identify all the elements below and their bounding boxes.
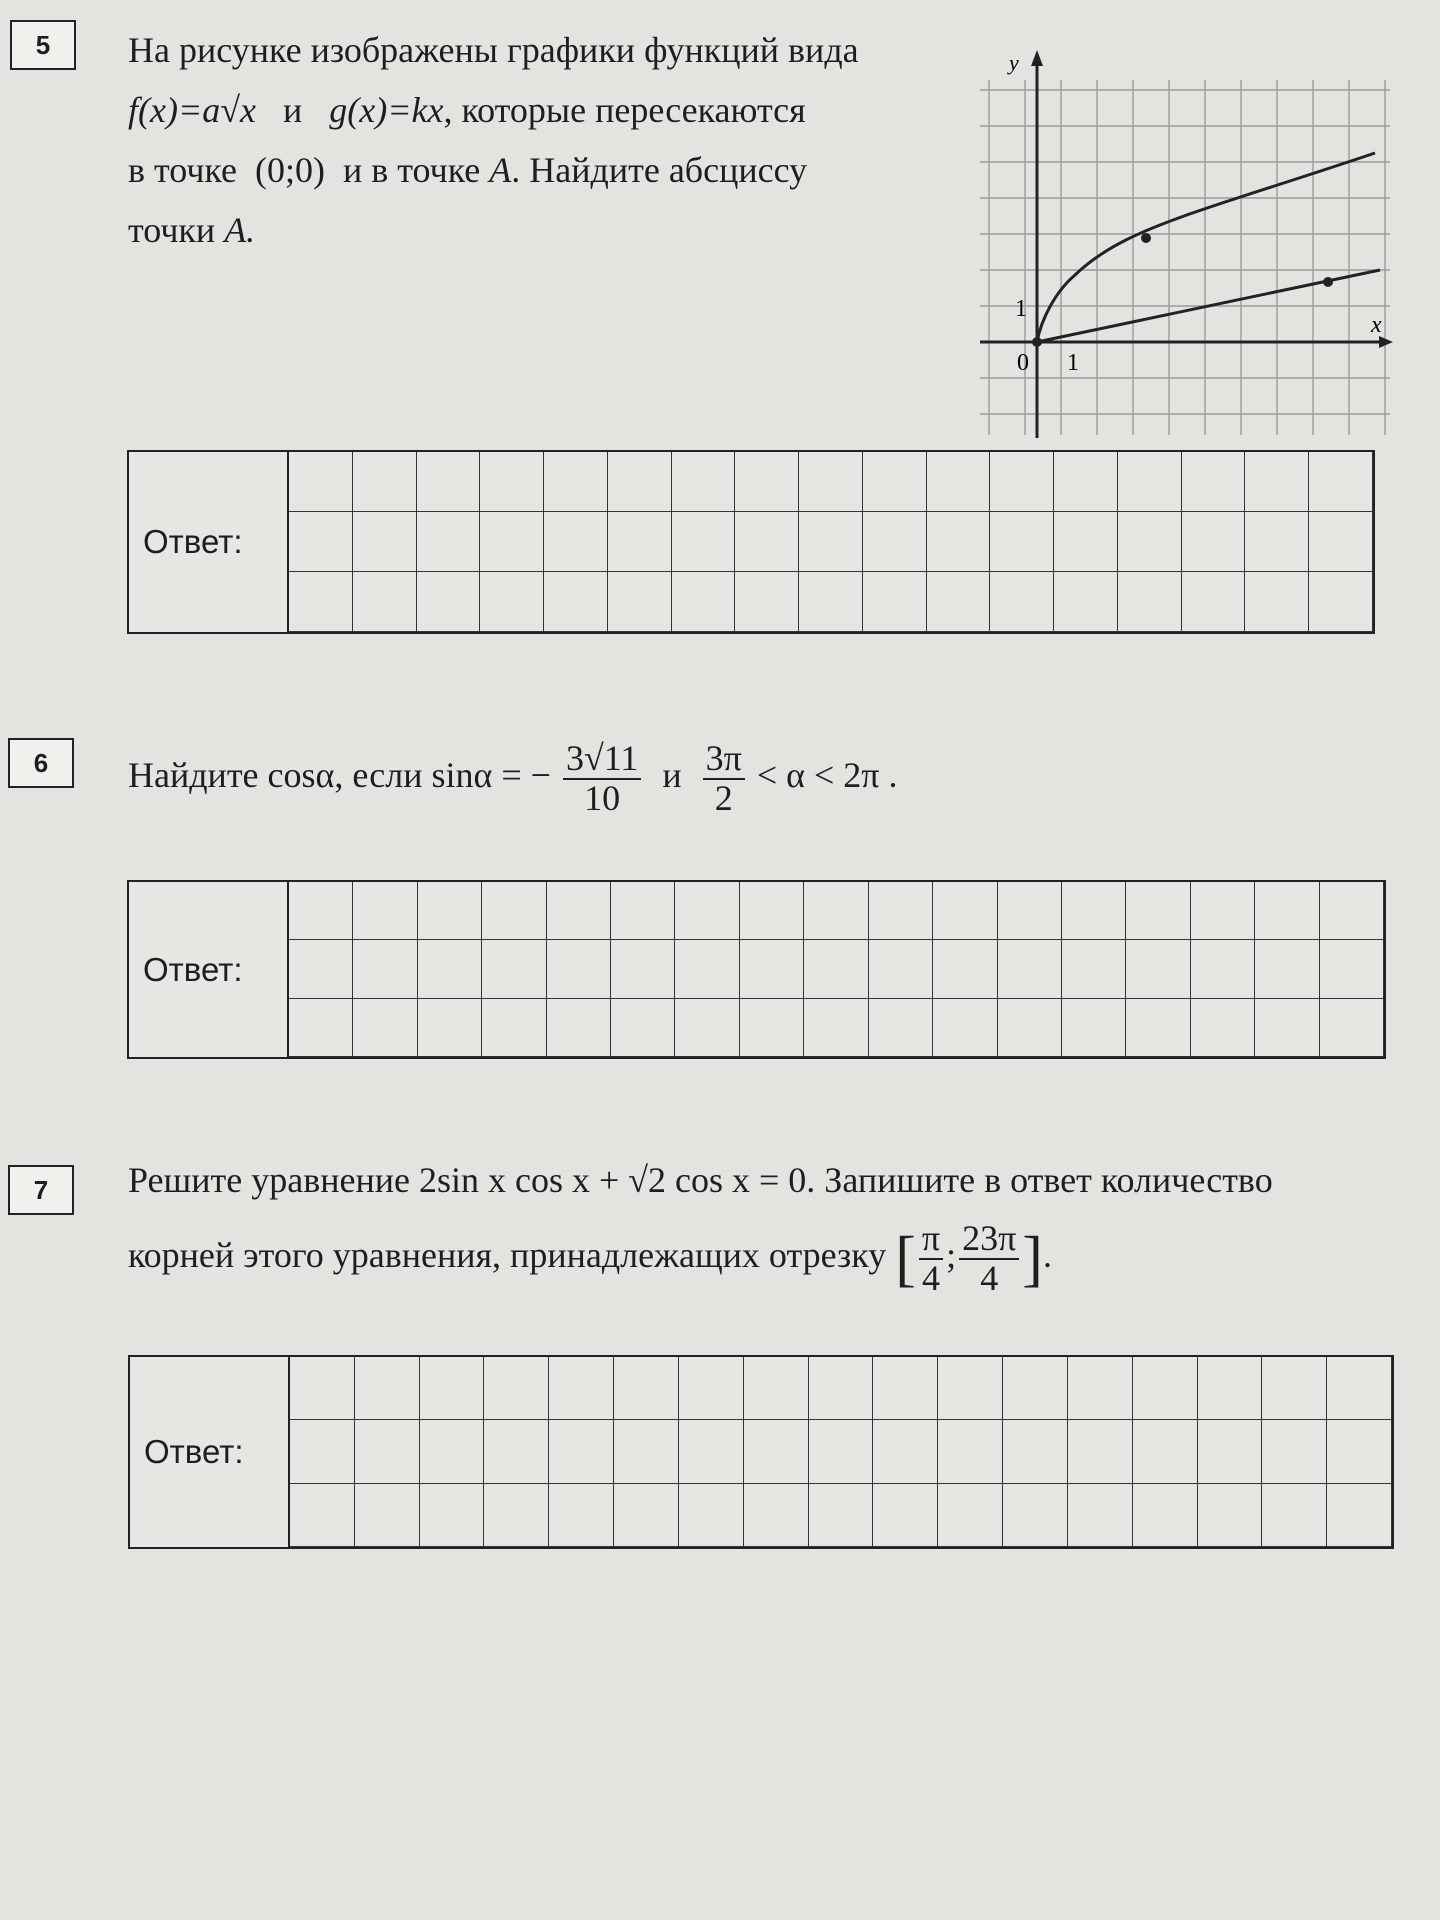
task-5-text (128, 20, 948, 260)
answer-cell[interactable] (1245, 452, 1309, 512)
answer-cell[interactable] (1126, 882, 1190, 940)
axis-y-label: y (1009, 50, 1019, 75)
answer-box-7[interactable] (128, 1355, 1394, 1549)
answer-cell[interactable] (799, 512, 863, 572)
answer-cell[interactable] (863, 512, 927, 572)
answer-cell[interactable] (290, 1357, 355, 1420)
answer-cell[interactable] (1320, 999, 1384, 1057)
answer-cell[interactable] (290, 1484, 355, 1547)
answer-cell[interactable] (1068, 1484, 1133, 1547)
answer-cell[interactable] (938, 1420, 1003, 1483)
task-number-label: 6 (33, 747, 49, 778)
answer-cell[interactable] (417, 452, 481, 512)
answer-cell[interactable] (672, 572, 736, 632)
answer-cell[interactable] (355, 1357, 420, 1420)
answer-label: Ответ: (143, 523, 243, 560)
answer-cell[interactable] (417, 572, 481, 632)
answer-cell[interactable] (1255, 882, 1319, 940)
tick-label-y-1: 1 (1015, 296, 1027, 322)
answer-cell[interactable] (990, 452, 1054, 512)
task-5-line-4 (128, 200, 948, 260)
answer-cell[interactable] (1062, 882, 1126, 940)
answer-cell[interactable] (1320, 882, 1384, 940)
task-5-and-point: и в точке (343, 150, 481, 190)
answer-cell[interactable] (549, 1420, 614, 1483)
answer-cell[interactable] (998, 940, 1062, 998)
answer-cell[interactable] (1262, 1420, 1327, 1483)
task-5-line-1: На рисунке изображены графики функций вида (128, 30, 859, 70)
sin-fraction (563, 737, 641, 818)
answer-cell[interactable] (420, 1484, 485, 1547)
task-6-text (128, 730, 1228, 820)
answer-cell[interactable] (1062, 999, 1126, 1057)
answer-cell[interactable] (675, 882, 739, 940)
answer-cell[interactable] (549, 1357, 614, 1420)
answer-cell[interactable] (1245, 512, 1309, 572)
answer-cell[interactable] (933, 882, 997, 940)
answer-cell[interactable] (611, 999, 675, 1057)
interval-start-denominator: 4 (922, 1257, 940, 1298)
answer-cell[interactable] (480, 572, 544, 632)
answer-cell[interactable] (1126, 999, 1190, 1057)
origin-dot (1032, 337, 1042, 347)
answer-cell[interactable] (1133, 1484, 1198, 1547)
tick-label-x-1: 1 (1067, 350, 1079, 376)
answer-cell[interactable] (804, 882, 868, 940)
answer-cell[interactable] (289, 999, 353, 1057)
answer-cell[interactable] (484, 1484, 549, 1547)
task-7-line-2 (128, 1220, 1388, 1298)
answer-grid[interactable] (288, 1357, 1392, 1547)
answer-cell[interactable] (482, 999, 546, 1057)
answer-cell[interactable] (1309, 572, 1373, 632)
answer-cell[interactable] (672, 512, 736, 572)
answer-cell[interactable] (990, 512, 1054, 572)
answer-cell[interactable] (608, 452, 672, 512)
answer-cell[interactable] (1309, 452, 1373, 512)
answer-cell[interactable] (1068, 1357, 1133, 1420)
answer-cell[interactable] (809, 1357, 874, 1420)
answer-cell[interactable] (1182, 512, 1246, 572)
answer-cell[interactable] (289, 882, 353, 940)
origin-point: (0;0) (255, 150, 325, 190)
answer-cell[interactable] (608, 572, 672, 632)
answer-cell[interactable] (869, 882, 933, 940)
answer-cell[interactable] (740, 882, 804, 940)
answer-cell[interactable] (679, 1357, 744, 1420)
answer-cell[interactable] (863, 452, 927, 512)
task-5-line-2 (128, 80, 948, 140)
answer-box-5[interactable] (127, 450, 1375, 634)
g-definition: g(x)=kx (329, 90, 444, 130)
answer-cell[interactable] (735, 452, 799, 512)
axis-x-label: x (1371, 312, 1382, 338)
answer-cell[interactable] (933, 999, 997, 1057)
answer-cell[interactable] (740, 940, 804, 998)
answer-cell[interactable] (938, 1484, 1003, 1547)
answer-cell[interactable] (353, 572, 417, 632)
task-number-label: 5 (35, 29, 51, 60)
task-5-in-point: в точке (128, 150, 238, 190)
answer-cell[interactable] (549, 1484, 614, 1547)
answer-cell[interactable] (672, 452, 736, 512)
answer-cell[interactable] (484, 1420, 549, 1483)
answer-cell[interactable] (544, 512, 608, 572)
answer-cell[interactable] (353, 940, 417, 998)
answer-cell[interactable] (480, 512, 544, 572)
answer-cell[interactable] (744, 1420, 809, 1483)
function-graph (975, 40, 1395, 440)
answer-cell[interactable] (799, 452, 863, 512)
point-a-name: A (489, 150, 512, 190)
answer-cell[interactable] (482, 882, 546, 940)
task-5-find: . Найдите абсциссу (511, 150, 808, 190)
answer-cell[interactable] (289, 512, 353, 572)
answer-cell[interactable] (355, 1484, 420, 1547)
answer-cell[interactable] (1126, 940, 1190, 998)
bound-fraction-numerator: 3π (703, 740, 745, 780)
answer-cell[interactable] (1182, 572, 1246, 632)
answer-cell[interactable] (998, 999, 1062, 1057)
answer-cell[interactable] (611, 940, 675, 998)
answer-cell[interactable] (353, 452, 417, 512)
answer-label: Ответ: (143, 950, 243, 988)
answer-cell[interactable] (744, 1357, 809, 1420)
answer-label: Ответ: (144, 1433, 244, 1470)
answer-cell[interactable] (355, 1420, 420, 1483)
answer-cell[interactable] (1118, 512, 1182, 572)
answer-cell[interactable] (1255, 940, 1319, 998)
answer-cell[interactable] (614, 1357, 679, 1420)
answer-cell[interactable] (869, 999, 933, 1057)
answer-cell[interactable] (873, 1420, 938, 1483)
answer-cell[interactable] (1327, 1484, 1392, 1547)
answer-cell[interactable] (679, 1484, 744, 1547)
answer-cell[interactable] (482, 940, 546, 998)
answer-cell[interactable] (804, 940, 868, 998)
left-bracket: [ (895, 1224, 916, 1293)
answer-cell[interactable] (1003, 1420, 1068, 1483)
sqrt-curve (1037, 153, 1375, 342)
answer-cell[interactable] (353, 999, 417, 1057)
task-7-line-2-text: корней этого уравнения, принадлежащих отрезку (128, 1235, 887, 1276)
answer-cell[interactable] (1182, 452, 1246, 512)
answer-cell[interactable] (873, 1484, 938, 1547)
answer-cell[interactable] (1198, 1357, 1263, 1420)
y-axis-arrow (1031, 50, 1043, 66)
bound-fraction (703, 737, 745, 818)
answer-cell[interactable] (933, 940, 997, 998)
task-5-line-3 (128, 140, 948, 200)
answer-cell[interactable] (289, 940, 353, 998)
answer-cell[interactable] (1262, 1484, 1327, 1547)
answer-cell[interactable] (1133, 1420, 1198, 1483)
answer-grid[interactable] (287, 882, 1384, 1057)
answer-cell[interactable] (1245, 572, 1309, 632)
answer-grid[interactable] (287, 452, 1373, 632)
answer-cell[interactable] (418, 999, 482, 1057)
answer-cell[interactable] (938, 1357, 1003, 1420)
answer-cell[interactable] (675, 940, 739, 998)
answer-cell[interactable] (1062, 940, 1126, 998)
answer-cell[interactable] (420, 1357, 485, 1420)
answer-cell[interactable] (608, 512, 672, 572)
answer-cell[interactable] (809, 1484, 874, 1547)
answer-cell[interactable] (1255, 999, 1319, 1057)
answer-cell[interactable] (289, 572, 353, 632)
answer-cell[interactable] (804, 999, 868, 1057)
answer-cell[interactable] (547, 940, 611, 998)
answer-cell[interactable] (1054, 572, 1118, 632)
answer-cell[interactable] (614, 1420, 679, 1483)
answer-cell[interactable] (799, 572, 863, 632)
answer-cell[interactable] (544, 452, 608, 512)
interval-end-numerator: 23π (959, 1220, 1019, 1260)
answer-cell[interactable] (1327, 1420, 1392, 1483)
answer-cell[interactable] (418, 940, 482, 998)
answer-cell[interactable] (1118, 452, 1182, 512)
task-number-6 (8, 738, 74, 788)
answer-cell[interactable] (927, 572, 991, 632)
graph-grid (980, 80, 1390, 435)
task-6-suffix: < α < 2π . (756, 755, 898, 795)
answer-cell[interactable] (744, 1484, 809, 1547)
answer-cell[interactable] (1309, 512, 1373, 572)
answer-cell[interactable] (998, 882, 1062, 940)
answer-cell[interactable] (863, 572, 927, 632)
task-number-label: 7 (33, 1174, 49, 1205)
task-5-point-word: точки (128, 210, 216, 250)
right-bracket: ] (1022, 1224, 1043, 1293)
answer-cell[interactable] (611, 882, 675, 940)
point-a-end: A. (224, 210, 256, 250)
answer-cell[interactable] (809, 1420, 874, 1483)
answer-cell[interactable] (675, 999, 739, 1057)
answer-cell[interactable] (1198, 1420, 1263, 1483)
answer-cell[interactable] (869, 940, 933, 998)
answer-cell[interactable] (480, 452, 544, 512)
conjunction: и (662, 755, 682, 795)
answer-cell[interactable] (1003, 1484, 1068, 1547)
task-7-line-1: Решите уравнение 2sin x cos x + √2 cos x = 0. Запишите в ответ количество (128, 1160, 1273, 1200)
interval-separator: ; (946, 1235, 957, 1276)
answer-cell[interactable] (1320, 940, 1384, 998)
task-number-7 (8, 1165, 74, 1215)
interval-end-denominator: 4 (980, 1257, 999, 1298)
answer-box-6[interactable] (127, 880, 1386, 1059)
answer-cell[interactable] (484, 1357, 549, 1420)
task-7-text (128, 1150, 1388, 1298)
answer-cell[interactable] (417, 512, 481, 572)
sin-fraction-denominator: 10 (584, 777, 621, 818)
answer-cell[interactable] (1133, 1357, 1198, 1420)
task-7-end: . (1042, 1235, 1052, 1276)
sin-fraction-numerator: 3√11 (563, 740, 641, 780)
task-number-5 (10, 20, 76, 70)
answer-cell[interactable] (990, 572, 1054, 632)
task-6-prefix: Найдите cosα, если sinα = − (128, 755, 551, 795)
answer-cell[interactable] (544, 572, 608, 632)
answer-cell[interactable] (1198, 1484, 1263, 1547)
conjunction: и (283, 90, 303, 130)
answer-cell[interactable] (1068, 1420, 1133, 1483)
answer-cell[interactable] (289, 452, 353, 512)
answer-cell[interactable] (1003, 1357, 1068, 1420)
answer-cell[interactable] (353, 882, 417, 940)
curve-point (1141, 233, 1151, 243)
answer-cell[interactable] (735, 512, 799, 572)
answer-cell[interactable] (735, 572, 799, 632)
answer-cell[interactable] (1262, 1357, 1327, 1420)
answer-cell[interactable] (420, 1420, 485, 1483)
answer-cell[interactable] (1118, 572, 1182, 632)
answer-cell[interactable] (1054, 452, 1118, 512)
answer-cell[interactable] (547, 999, 611, 1057)
f-definition: f(x)=a√x (128, 90, 256, 130)
answer-cell[interactable] (290, 1420, 355, 1483)
answer-cell[interactable] (679, 1420, 744, 1483)
answer-cell[interactable] (873, 1357, 938, 1420)
origin-label: 0 (1017, 350, 1029, 376)
answer-cell[interactable] (353, 512, 417, 572)
line-point (1323, 277, 1333, 287)
answer-cell[interactable] (614, 1484, 679, 1547)
answer-cell[interactable] (927, 452, 991, 512)
answer-cell[interactable] (1191, 940, 1255, 998)
answer-cell[interactable] (927, 512, 991, 572)
answer-cell[interactable] (740, 999, 804, 1057)
interval-start (919, 1220, 943, 1298)
answer-cell[interactable] (1191, 999, 1255, 1057)
answer-cell[interactable] (547, 882, 611, 940)
answer-cell[interactable] (1054, 512, 1118, 572)
answer-cell[interactable] (1327, 1357, 1392, 1420)
task-5-line-2-tail: , которые пересекаются (443, 90, 806, 130)
interval-end (959, 1220, 1019, 1298)
answer-cell[interactable] (418, 882, 482, 940)
bound-fraction-denominator: 2 (714, 777, 733, 818)
interval-start-numerator: π (919, 1220, 943, 1260)
answer-cell[interactable] (1191, 882, 1255, 940)
